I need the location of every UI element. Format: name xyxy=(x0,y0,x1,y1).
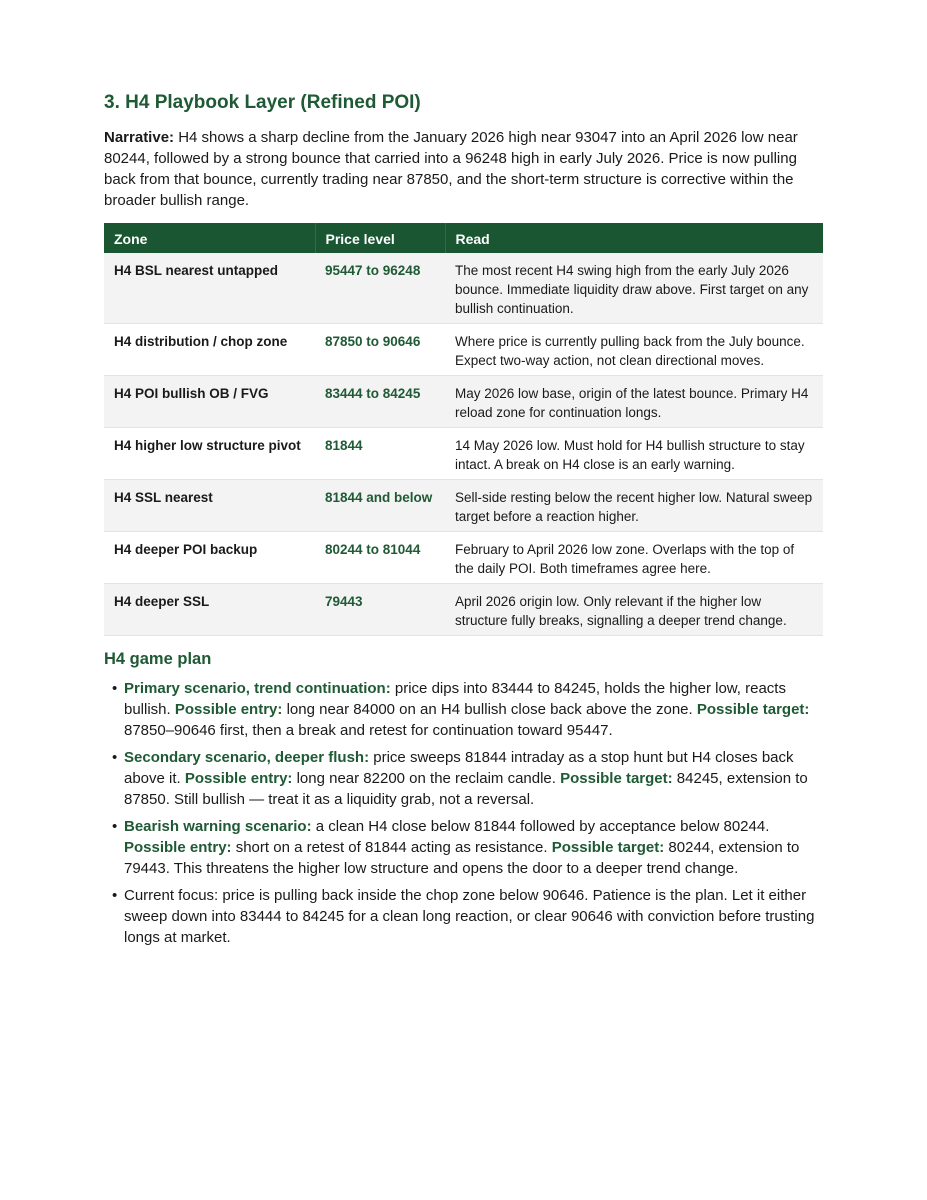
zone-cell: H4 POI bullish OB / FVG xyxy=(104,375,315,427)
zone-cell: H4 deeper POI backup xyxy=(104,531,315,583)
entry-label: Possible entry: xyxy=(174,700,283,718)
read-cell: May 2026 low base, origin of the latest bounce. Primary H4 reload zone for continuation longs. xyxy=(445,375,823,427)
zones-table xyxy=(104,223,823,636)
entry-label: Possible entry: xyxy=(184,769,293,787)
read-cell: April 2026 origin low. Only relevant if the higher low structure fully breaks, signalling a deeper trend change. xyxy=(445,583,823,635)
current-focus-text: Current focus: price is pulling back inside the chop zone below 90646. Patience is the plan. Let it either sweep down into 83444 to 84245 for a clean long reaction, or clear 90646 with conviction before trusting longs at market. xyxy=(124,886,815,946)
price-cell: 83444 to 84245 xyxy=(315,375,445,427)
price-cell: 95447 to 96248 xyxy=(315,253,445,324)
zone-cell: H4 BSL nearest untapped xyxy=(104,253,315,324)
header-price-level: Price level xyxy=(315,223,445,253)
scenario-label: Primary scenario, trend continuation: xyxy=(124,679,391,697)
table-row xyxy=(104,323,823,375)
read-cell: February to April 2026 low zone. Overlaps with the top of the daily POI. Both timeframes agree here. xyxy=(445,531,823,583)
price-cell: 87850 to 90646 xyxy=(315,323,445,375)
bullet-icon: • xyxy=(112,886,118,904)
game-plan-title: H4 game plan xyxy=(104,649,212,668)
entry-text: long near 82200 on the reclaim candle. xyxy=(292,769,561,787)
target-label: Possible target: xyxy=(551,838,665,856)
table-row xyxy=(104,583,823,635)
header-read: Read xyxy=(445,223,823,253)
scenario-label: Secondary scenario, deeper flush: xyxy=(124,748,370,766)
read-cell: The most recent H4 swing high from the early July 2026 bounce. Immediate liquidity draw above. First target on any bullish continuation. xyxy=(445,253,823,324)
read-cell: Sell-side resting below the recent higher low. Natural sweep target before a reaction higher. xyxy=(445,479,823,531)
target-text: 80244, extension to 79443. This threatens the higher low structure and opens the door to a deeper trend change. xyxy=(124,838,800,877)
zone-cell: H4 deeper SSL xyxy=(104,583,315,635)
bullet-icon: • xyxy=(112,748,118,766)
zone-cell: H4 SSL nearest xyxy=(104,479,315,531)
entry-text: short on a retest of 81844 acting as resistance. xyxy=(231,838,552,856)
bullet-icon: • xyxy=(112,679,118,697)
header-zone: Zone xyxy=(104,223,315,253)
table-row xyxy=(104,375,823,427)
scenario-label: Bearish warning scenario: xyxy=(124,817,312,835)
price-cell: 81844 and below xyxy=(315,479,445,531)
table-row xyxy=(104,479,823,531)
narrative-label: Narrative: xyxy=(104,128,175,146)
price-cell: 81844 xyxy=(315,427,445,479)
read-cell: Where price is currently pulling back from the July bounce. Expect two-way action, not clean directional moves. xyxy=(445,323,823,375)
narrative-paragraph xyxy=(104,127,823,211)
table-row xyxy=(104,427,823,479)
table-row xyxy=(104,531,823,583)
target-label: Possible target: xyxy=(560,769,673,787)
table-row xyxy=(104,253,823,324)
target-label: Possible target: xyxy=(696,700,810,718)
section-title: 3. H4 Playbook Layer (Refined POI) xyxy=(104,92,421,113)
entry-text: long near 84000 on an H4 bullish close back above the zone. xyxy=(282,700,697,718)
list-item xyxy=(104,885,823,948)
target-text: 84245, extension to 87850. Still bullish — treat it as a liquidity grab, not a reversal. xyxy=(124,769,808,808)
target-text: 87850–90646 first, then a break and retest for continuation toward 95447. xyxy=(124,721,613,739)
table-header xyxy=(104,223,823,253)
price-cell: 79443 xyxy=(315,583,445,635)
list-item xyxy=(104,816,823,879)
table-body xyxy=(104,253,823,636)
game-plan-list xyxy=(104,678,823,948)
scenario-text: price dips into 83444 to 84245, holds the higher low, reacts bullish. xyxy=(124,679,786,718)
zone-cell: H4 distribution / chop zone xyxy=(104,323,315,375)
zone-cell: H4 higher low structure pivot xyxy=(104,427,315,479)
list-item xyxy=(104,747,823,810)
read-cell: 14 May 2026 low. Must hold for H4 bullish structure to stay intact. A break on H4 close is an early warning. xyxy=(445,427,823,479)
list-item xyxy=(104,678,823,741)
scenario-text: price sweeps 81844 intraday as a stop hunt but H4 closes back above it. xyxy=(124,748,794,787)
scenario-text: a clean H4 close below 81844 followed by acceptance below 80244. xyxy=(311,817,770,835)
table-header-row xyxy=(104,223,823,253)
narrative-text: H4 shows a sharp decline from the January 2026 high near 93047 into an April 2026 low near 80244, followed by a strong bounce that carried into a 96248 high in early July 2026. Price is now pulling back from that bounce, currently trading near 87850, and the short-term structure is corrective within the broader bullish range. xyxy=(104,128,798,209)
bullet-icon: • xyxy=(112,817,118,835)
price-cell: 80244 to 81044 xyxy=(315,531,445,583)
entry-label: Possible entry: xyxy=(124,838,232,856)
